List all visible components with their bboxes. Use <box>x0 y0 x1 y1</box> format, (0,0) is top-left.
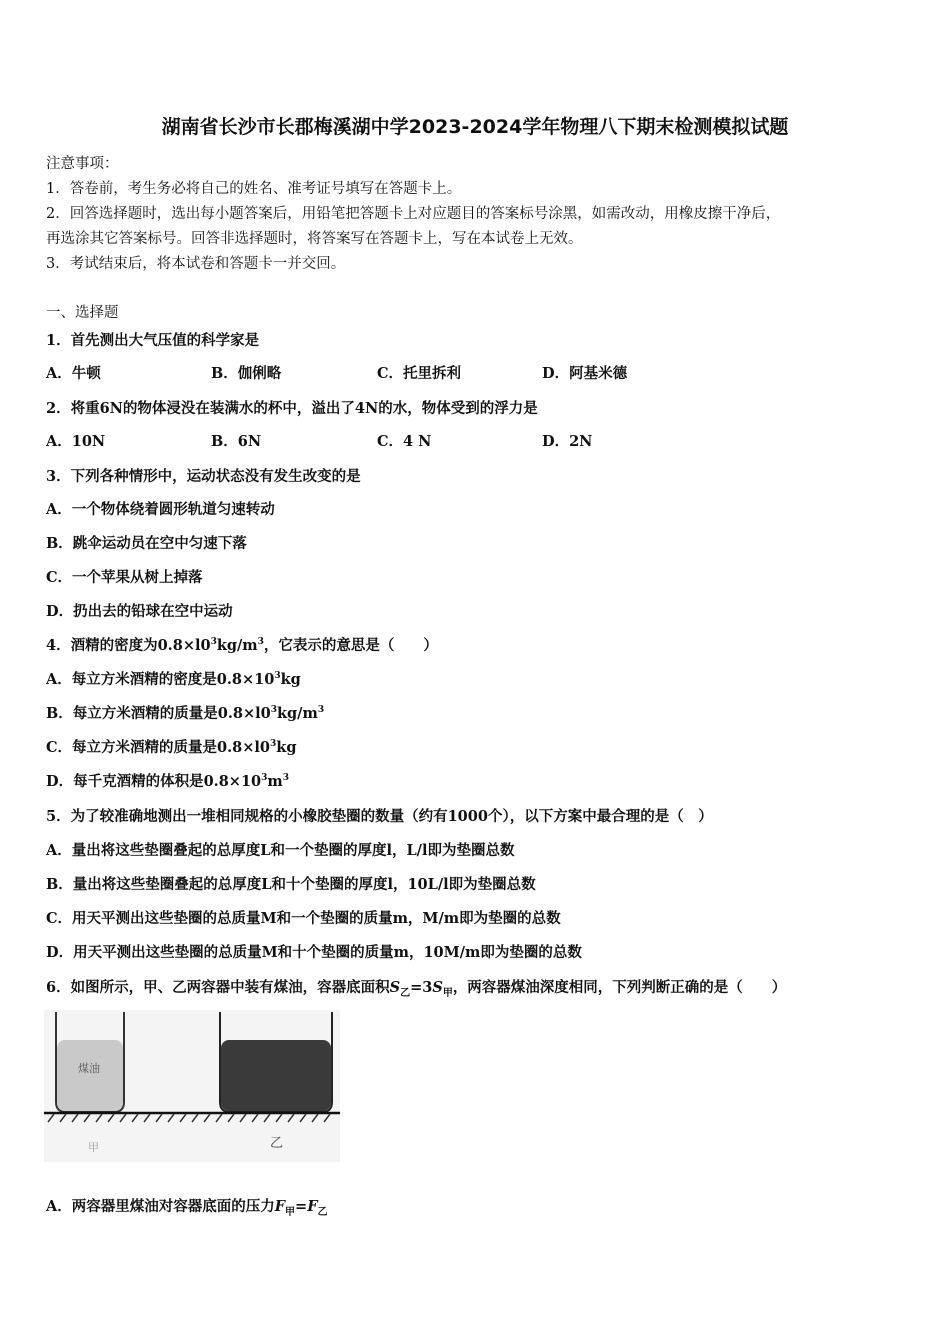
page-title: 湖南省长沙市长郡梅溪湖中学2023-2024学年物理八下期末检测模拟试题 <box>161 116 789 138</box>
q3-option-c: C．一个苹果从树上掉落 <box>46 569 203 586</box>
q5-option-a: A．量出将这些垫圈叠起的总厚度L和一个垫圈的厚度l，L/l即为垫圈总数 <box>46 842 515 859</box>
q2-stem: 2．将重6N的物体浸没在装满水的杯中，溢出了4N的水，物体受到的浮力是 <box>46 400 538 417</box>
kerosene-label: 煤油 <box>78 1062 100 1075</box>
notes-item-2a: 2．回答选择题时，选出每小题答案后，用铅笔把答题卡上对应题目的答案标号涂黑，如需改动，用橡皮擦干净后， <box>46 206 781 222</box>
q4-stem: 4．酒精的密度为$0.8\times l0^3kg/m^3$，它表示的意思是（ ） <box>46 637 438 654</box>
q3-stem: 3．下列各种情形中，运动状态没有发生改变的是 <box>46 468 361 485</box>
q1-option-d: D．阿基米德 <box>542 365 628 382</box>
q2-option-c: C．4 N <box>377 433 432 450</box>
label-yi: 乙 <box>270 1136 284 1151</box>
q5-option-d: D．用天平测出这些垫圈的总质量M和十个垫圈的质量m，10M/m即为垫圈的总数 <box>46 944 582 961</box>
q5-stem: 5．为了较准确地测出一堆相同规格的小橡胶垫圈的数量（约有1000个），以下方案中最合理的是（ ） <box>46 808 713 825</box>
notes-heading: 注意事项： <box>46 156 119 172</box>
q2-option-d: D．2N <box>542 433 593 450</box>
q2-option-a: A．10N <box>46 433 106 450</box>
label-jia: 甲 <box>88 1141 99 1154</box>
q4-option-d: D．每千克酒精的体积是$0.8\times 10^3m^3$ <box>46 773 290 790</box>
q3-option-d: D．扔出去的铅球在空中运动 <box>46 603 233 620</box>
q1-option-b: B．伽俐略 <box>211 365 282 382</box>
notes-item-1: 1．答卷前，考生务必将自己的姓名、准考证号填写在答题卡上。 <box>46 181 462 197</box>
notes-item-2b: 再选涂其它答案标号。回答非选择题时，将答案写在答题卡上，写在本试卷上无效。 <box>46 231 583 247</box>
q6-stem: 6．如图所示，甲、乙两容器中装有煤油，容器底面积$S_乙=3S_甲$，两容器煤油深度相同，下列判断正确的是（ ） <box>46 979 787 999</box>
notes-item-3: 3．考试结束后，将本试卷和答题卡一并交回。 <box>46 256 346 272</box>
q3-option-b: B．跳伞运动员在空中匀速下落 <box>46 535 247 552</box>
q1-option-c: C．托里拆利 <box>377 365 462 382</box>
q6-option-a: A．两容器里煤油对容器底面的压力$F_甲=F_乙$ <box>46 1198 328 1218</box>
kerosene-yi <box>221 1040 331 1111</box>
q5-option-c: C．用天平测出这些垫圈的总质量M和一个垫圈的质量m，M/m即为垫圈的总数 <box>46 910 561 927</box>
q1-stem: 1．首先测出大气压值的科学家是 <box>46 332 260 349</box>
q4-option-b: B．每立方米酒精的质量是$0.8\times l0^3kg/m^3$ <box>46 705 325 722</box>
q3-option-a: A．一个物体绕着圆形轨道匀速转动 <box>46 501 275 518</box>
q4-option-c: C．每立方米酒精的质量是$0.8\times l0^3kg$ <box>46 739 297 756</box>
q2-option-b: B．6N <box>211 433 262 450</box>
section-heading: 一、选择题 <box>46 305 119 321</box>
q1-option-a: A．牛顿 <box>46 365 101 382</box>
q4-option-a: A．每立方米酒精的密度是$0.8\times 10^3kg$ <box>46 671 301 688</box>
kerosene-jia <box>57 1040 123 1111</box>
q5-option-b: B．量出将这些垫圈叠起的总厚度L和十个垫圈的厚度l，10L/l即为垫圈总数 <box>46 876 536 893</box>
containers-figure <box>44 1010 340 1162</box>
